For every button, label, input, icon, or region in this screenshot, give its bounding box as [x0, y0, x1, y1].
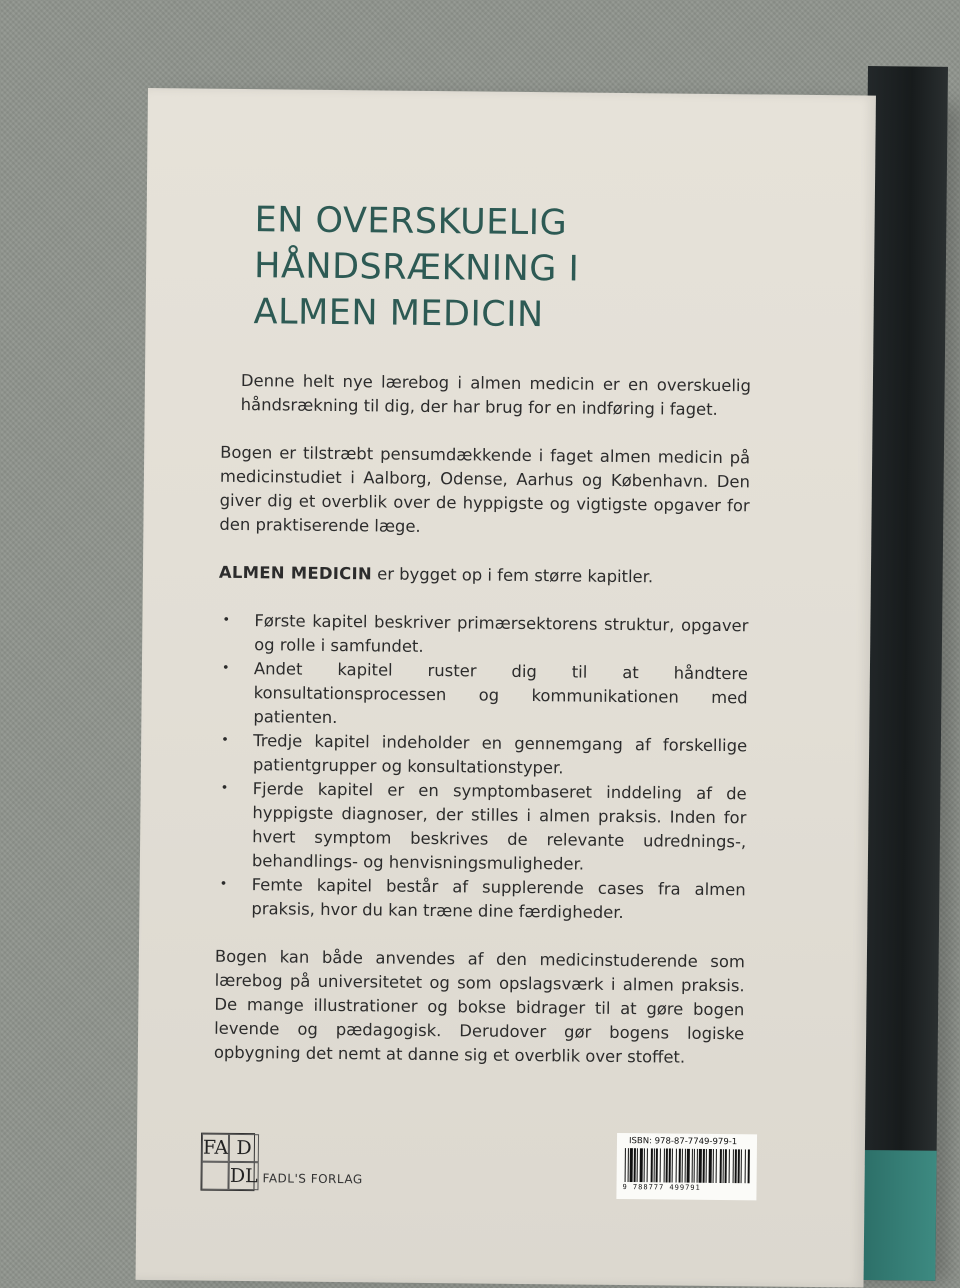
structure-lead	[219, 561, 749, 591]
chapter-item-3: • Tredje kapitel indeholder en gennemgang af forskellige patientgrupper og konsultationstyper.	[217, 729, 747, 783]
intro-paragraph: Denne helt nye lærebog i almen medicin er en overskuelig håndsrækning til dig, der har brug for en indføring i faget.	[240, 370, 752, 419]
barcode-bar	[647, 1148, 648, 1182]
barcode-bar	[725, 1149, 727, 1183]
barcode-bar	[634, 1148, 636, 1182]
publisher-name: FADL'S FORLAG	[262, 1171, 363, 1187]
barcode-bar	[703, 1149, 705, 1183]
chapter-item-4: • Fjerde kapitel er en symptombaseret inddeling af de hyppigste diagnoser, der stilles i almen praksis. Inden for hvert symptom beskrives de relevante udrednings-, behandlings- og henvisningsmuligheder.	[216, 777, 747, 879]
barcode-bar	[748, 1149, 750, 1183]
barcode-bar	[741, 1149, 742, 1183]
barcode-bar	[676, 1149, 677, 1183]
barcode-bar	[679, 1149, 681, 1183]
barcode-bar	[738, 1149, 740, 1183]
isbn-text: ISBN: 978-87-7749-979-1	[628, 1136, 738, 1148]
cover-title	[253, 197, 580, 338]
title-line-2: HÅNDSRÆKNING I	[253, 246, 580, 290]
title-line-1: EN OVERSKUELIG	[254, 200, 568, 244]
structure-lead-rest: er bygget op i fem større kapitler.	[371, 564, 654, 587]
logo-cell-4: DL	[229, 1162, 259, 1190]
chapter-item-5: • Femte kapitel består af supplerende cases fra almen praksis, hvor du kan træne dine færdigheder.	[215, 873, 745, 927]
barcode-bar	[651, 1148, 653, 1182]
barcode-bar	[644, 1148, 645, 1182]
spine-accent-stripe	[855, 1150, 936, 1281]
barcode-bar	[640, 1148, 643, 1182]
barcode-bar	[669, 1149, 671, 1183]
barcode-bar	[687, 1149, 690, 1183]
curriculum-paragraph: Bogen er tilstræbt pensumdækkende i faget almen medicin på medicinstudiet i Aalborg, Odense, Aarhus og København. Den giver dig et overblik over de hyppigste og vigtigste opgaver for den praktiserende læge.	[219, 442, 751, 536]
barcode-bar	[697, 1149, 698, 1183]
barcode-bar	[682, 1149, 683, 1183]
chapter-item-2: • Andet kapitel ruster dig til at håndtere konsultationsprocessen og kommunikationen med patienten.	[217, 657, 748, 735]
book-name-bold: ALMEN MEDICIN	[218, 562, 373, 584]
chapter-item-1: • Første kapitel beskriver primærsektorens struktur, opgaver og rolle i samfundet.	[218, 609, 748, 663]
isbn-barcode	[616, 1133, 757, 1200]
barcode-digits: 9 788777 499791	[622, 1183, 701, 1192]
barcode-bar	[745, 1149, 746, 1183]
barcode-bar	[630, 1148, 633, 1182]
barcode-bars	[623, 1148, 751, 1183]
barcode-bar	[720, 1149, 722, 1183]
barcode-bar	[709, 1149, 712, 1183]
barcode-bar	[733, 1149, 734, 1183]
barcode-bar	[672, 1149, 673, 1183]
chapter-list	[215, 609, 748, 927]
barcode-bar	[729, 1149, 730, 1183]
fadl-logo	[200, 1133, 258, 1192]
barcode-bar	[735, 1149, 737, 1183]
barcode-bar	[654, 1148, 655, 1182]
barcode-bar	[664, 1148, 665, 1182]
publisher-block	[200, 1133, 411, 1195]
logo-cell-2: D	[229, 1134, 259, 1162]
closing-paragraph: Bogen kan både anvendes af den medicinstuderende som lærebog på universitetet og som opslagsværk i almen praksis. De mange illustrationer og bokse bidrager til at gøre bogen levende og pædagogisk. Derudover gør bogens logiske opbygning det nemt at danne sig et overblik over stoffet.	[213, 946, 745, 1067]
barcode-bar	[637, 1148, 638, 1182]
barcode-bar	[723, 1149, 724, 1183]
barcode-bar	[694, 1149, 695, 1183]
logo-cell-3	[201, 1162, 229, 1190]
barcode-bar	[692, 1149, 693, 1183]
barcode-bar	[625, 1148, 626, 1182]
barcode-bar	[716, 1149, 717, 1183]
book-back-cover	[136, 88, 876, 1288]
title-line-3: ALMEN MEDICIN	[253, 292, 544, 336]
barcode-bar	[706, 1149, 707, 1183]
barcode-bar	[666, 1148, 668, 1182]
barcode-bar	[656, 1148, 658, 1182]
logo-cell-1: FA	[202, 1134, 230, 1162]
barcode-bar	[699, 1149, 702, 1183]
barcode-bar	[685, 1149, 686, 1183]
barcode-bar	[628, 1148, 629, 1182]
barcode-bar	[660, 1148, 661, 1182]
barcode-bar	[713, 1149, 714, 1183]
blurb	[214, 369, 752, 1095]
